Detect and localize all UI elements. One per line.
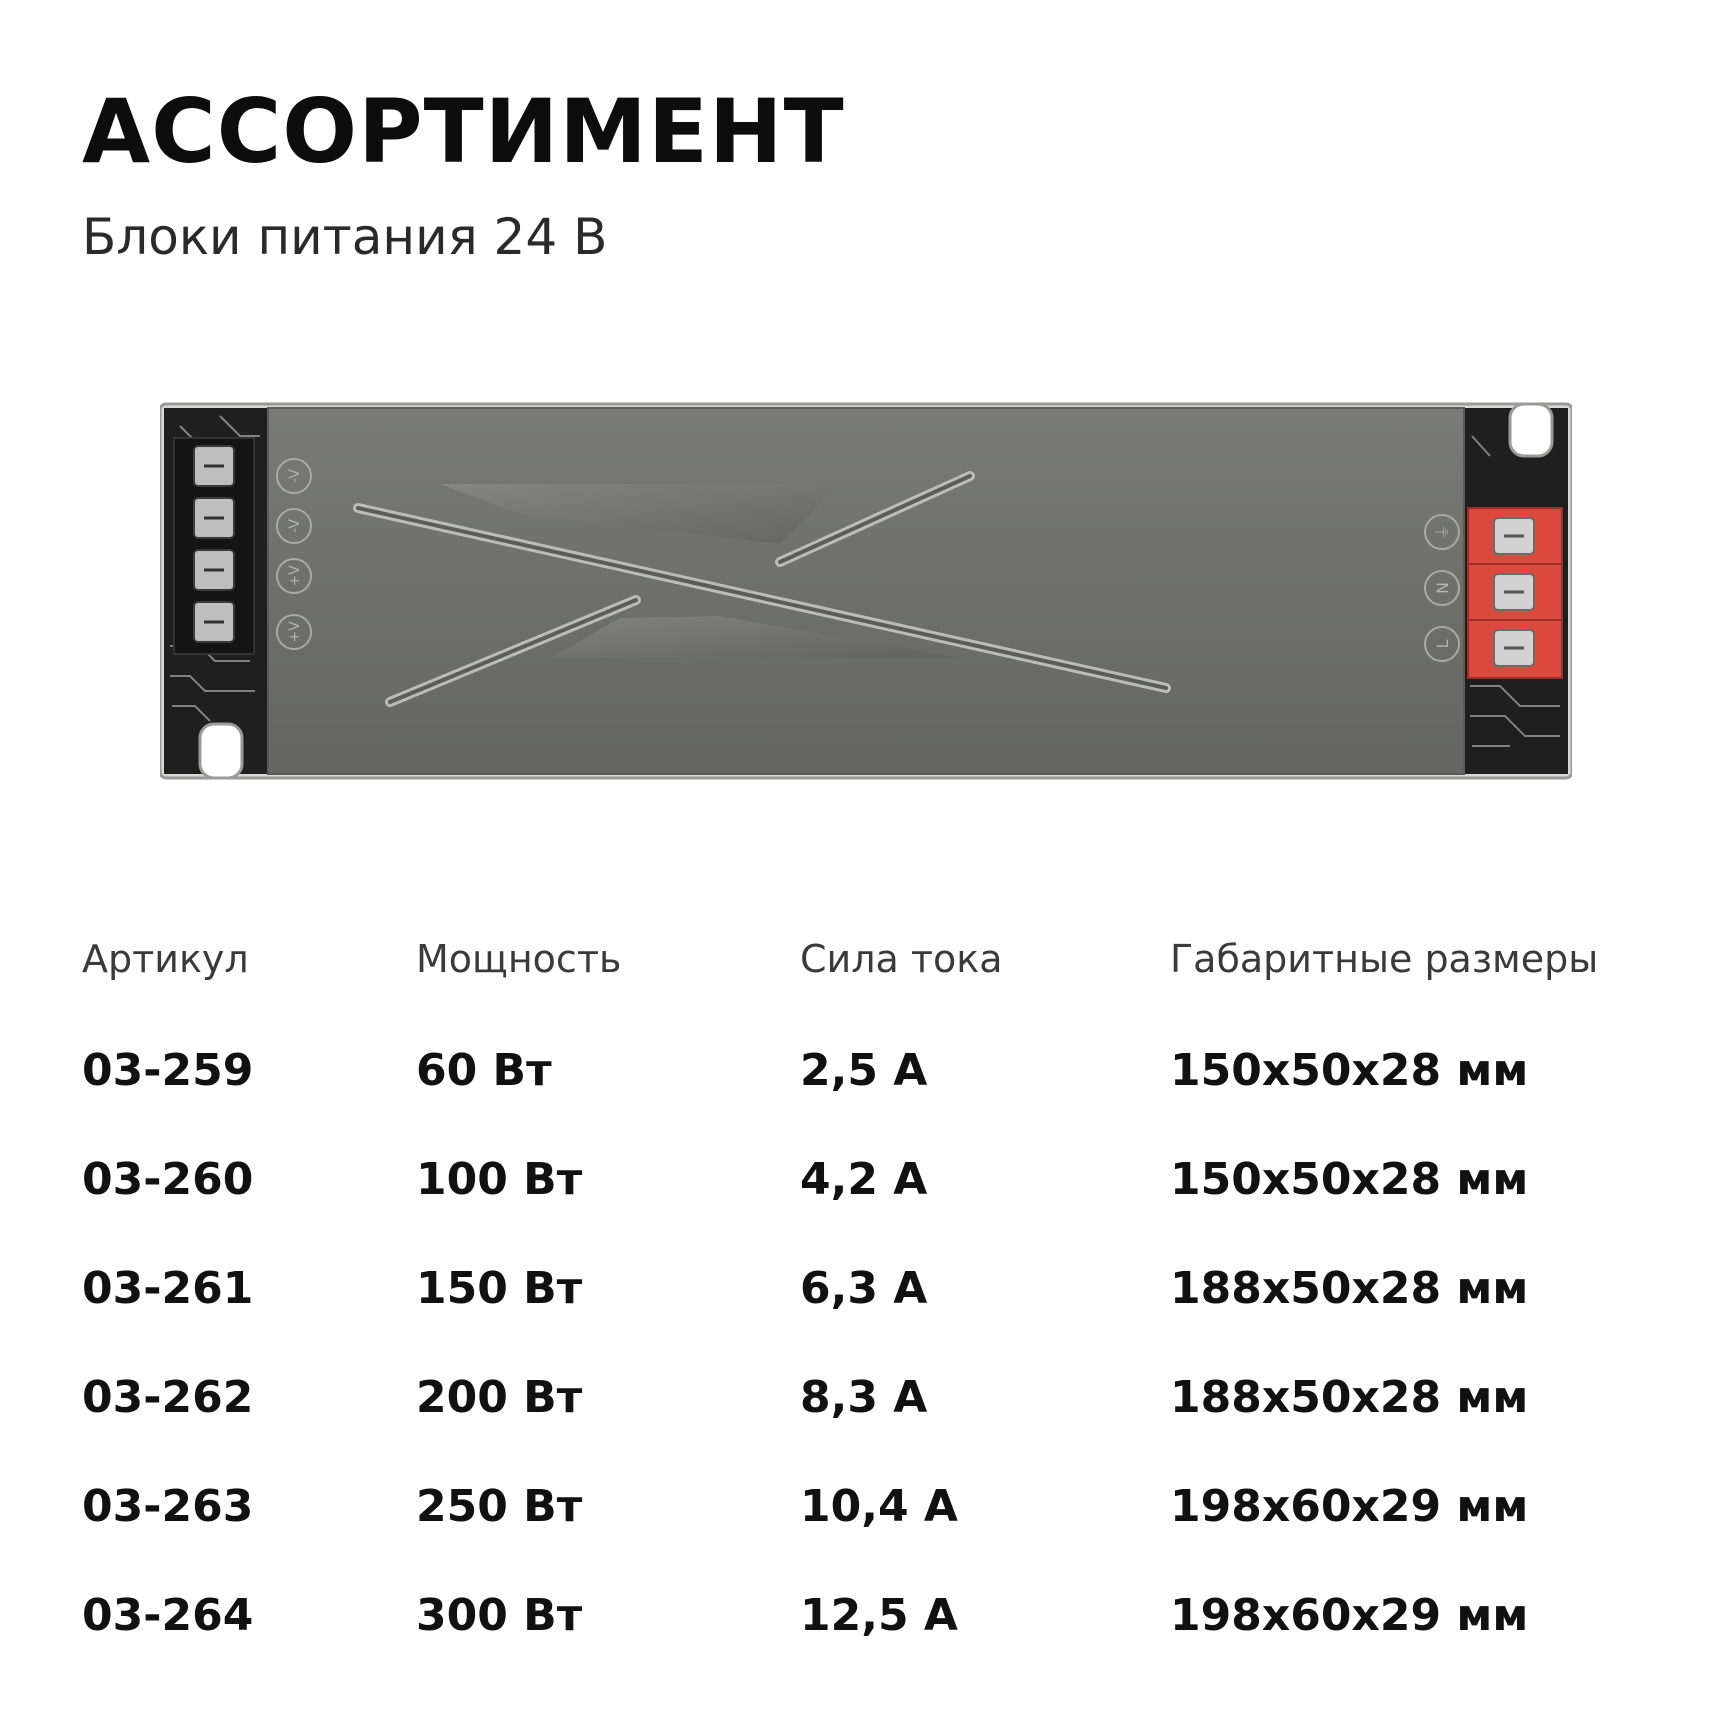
svg-text:-V: -V	[287, 519, 303, 533]
current-cell: 6,3 А	[800, 1263, 928, 1314]
power-cell: 200 Вт	[416, 1372, 583, 1423]
svg-text:L: L	[1433, 639, 1452, 649]
dimensions-cell: 188x50x28 мм	[1170, 1263, 1529, 1314]
article-cell: 03-262	[82, 1372, 254, 1423]
power-supply-image	[160, 396, 1572, 786]
article-cell: 03-263	[82, 1481, 254, 1532]
svg-text:⏚: ⏚	[1433, 523, 1452, 541]
svg-text:N: N	[1433, 582, 1452, 594]
dimensions-cell: 198x60x29 мм	[1170, 1590, 1529, 1641]
dimensions-cell: 150x50x28 мм	[1170, 1154, 1529, 1205]
article-cell: 03-261	[82, 1263, 254, 1314]
current-cell: 2,5 А	[800, 1045, 928, 1096]
column-header-current: Сила тока	[800, 937, 1003, 981]
article-cell: 03-264	[82, 1590, 254, 1641]
current-cell: 8,3 А	[800, 1372, 928, 1423]
table-row	[82, 1154, 1682, 1267]
dimensions-cell: 198x60x29 мм	[1170, 1481, 1529, 1532]
svg-text:+V: +V	[287, 565, 303, 587]
table-row	[82, 1590, 1682, 1703]
article-cell: 03-260	[82, 1154, 254, 1205]
power-cell: 300 Вт	[416, 1590, 583, 1641]
power-cell: 100 Вт	[416, 1154, 583, 1205]
column-header-power: Мощность	[416, 937, 622, 981]
dimensions-cell: 150x50x28 мм	[1170, 1045, 1529, 1096]
power-cell: 150 Вт	[416, 1263, 583, 1314]
table-row	[82, 1372, 1682, 1485]
article-cell: 03-259	[82, 1045, 254, 1096]
svg-text:-V: -V	[287, 469, 303, 483]
svg-text:+V: +V	[287, 621, 303, 643]
column-header-article: Артикул	[82, 937, 249, 981]
current-cell: 10,4 А	[800, 1481, 958, 1532]
power-cell: 250 Вт	[416, 1481, 583, 1532]
page-title: АССОРТИМЕНТ	[82, 80, 845, 183]
current-cell: 12,5 А	[800, 1590, 958, 1641]
column-header-dimensions: Габаритные размеры	[1170, 937, 1599, 981]
specs-table	[82, 937, 1682, 1703]
page-subtitle: Блоки питания 24 В	[82, 208, 608, 266]
power-cell: 60 Вт	[416, 1045, 552, 1096]
table-header-row	[82, 937, 1682, 1049]
current-cell: 4,2 А	[800, 1154, 928, 1205]
dimensions-cell: 188x50x28 мм	[1170, 1372, 1529, 1423]
table-row	[82, 1263, 1682, 1376]
table-row	[82, 1481, 1682, 1594]
table-row	[82, 1045, 1682, 1158]
